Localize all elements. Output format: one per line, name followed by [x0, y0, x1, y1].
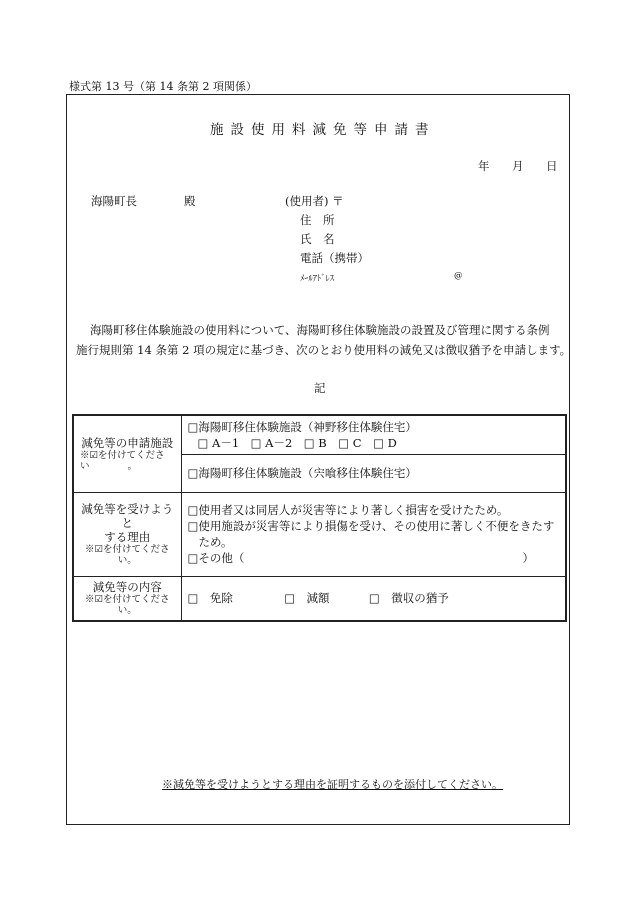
content-option-exempt[interactable]: □ 免除: [187, 591, 233, 606]
date-day: 日: [546, 159, 558, 173]
form-title: 施設使用料減免等申請書: [210, 122, 436, 138]
facility-label: 減免等の申請施設: [81, 435, 174, 450]
applicant-phone-label: 電話（携帯）: [300, 251, 369, 265]
content-option-defer[interactable]: □ 徴収の猶予: [368, 591, 449, 606]
content-note-2: い。: [117, 605, 137, 617]
applicant-address-label: 住 所: [300, 213, 335, 227]
reason-option-disaster-person[interactable]: □使用者又は同居人が災害等により著しく損害を受けたため。: [187, 503, 509, 517]
content-note-1: ※☑を付けてくださ: [84, 594, 170, 606]
facility-note-1: ※☑を付けてくださ: [80, 449, 165, 461]
content-label: 減免等の内容: [92, 580, 162, 595]
reason-label-3: する理由: [104, 530, 151, 544]
applicant-email-at: @: [454, 271, 463, 281]
application-table: [72, 414, 567, 622]
footnote: ※減免等を受けようとする理由を証明するものを添付してください。: [162, 778, 503, 791]
facility-label-cell: [73, 415, 181, 492]
addressee-honorific: 殿: [184, 194, 196, 208]
reason-note-2: い。: [117, 555, 137, 566]
content-label-cell: [73, 576, 181, 621]
reason-other-label: □その他（: [187, 551, 245, 565]
date-year: 年: [478, 159, 490, 173]
date-month: 月: [512, 159, 524, 173]
reason-label-1: 減免等を受けよう: [81, 502, 174, 516]
reason-note-1: ※☑を付けてくださ: [84, 544, 170, 555]
form-number: 様式第 13 号（第 14 条第 2 項関係）: [69, 80, 257, 93]
applicant-name-label: 氏 名: [300, 232, 335, 246]
applicant-label: (使用者) 〒: [285, 194, 344, 208]
facility-option-shishikui[interactable]: □海陽町移住体験施設（宍喰移住体験住宅）: [187, 466, 417, 480]
facility-option-2-cell: [181, 454, 566, 492]
reason-option-disaster-facility-cont: ため。: [198, 535, 233, 549]
content-option-reduce[interactable]: □ 減額: [284, 591, 330, 606]
reason-label-cell: [73, 492, 181, 576]
body-line-1: 海陽町移住体験施設の使用料について、海陽町移住体験施設の設置及び管理に関する条例: [90, 323, 550, 337]
reason-options-cell: [181, 492, 566, 576]
body-line-2: 施行規則第 14 条第 2 項の規定に基づき、次のとおり使用料の減免又は徴収猶予を申請します。: [76, 343, 572, 357]
facility-note-2: い 。: [80, 460, 138, 472]
table-row-reason: [73, 492, 566, 576]
ki-label: 記: [314, 381, 326, 395]
table-row-facility-a: [73, 415, 566, 454]
content-options-cell: [181, 576, 566, 621]
applicant-email-label: ﾒｰﾙｱﾄﾞﾚｽ: [300, 274, 335, 284]
facility-option-1-cell: [181, 415, 566, 454]
reason-label-2: と: [121, 516, 133, 530]
reason-option-disaster-facility[interactable]: □使用施設が災害等により損傷を受け、その使用に著しく不便をきたす: [187, 519, 555, 533]
facility-option-units[interactable]: □ A－1 □ A－2 □ B □ C □ D: [197, 435, 397, 450]
reason-option-other[interactable]: [188, 550, 566, 566]
facility-option-jinno[interactable]: □海陽町移住体験施設（神野移住体験住宅）: [187, 419, 417, 434]
table-row-content: [73, 576, 566, 621]
reason-other-close: ）: [522, 551, 534, 565]
addressee-mayor: 海陽町長: [91, 194, 137, 208]
